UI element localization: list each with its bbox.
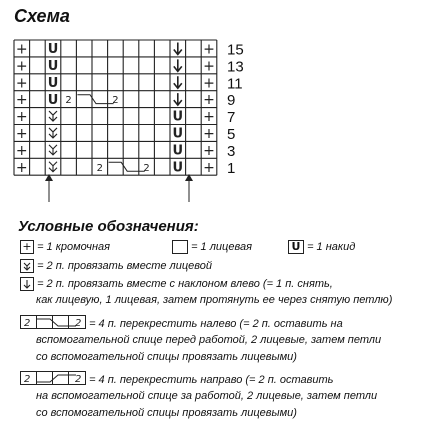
- row-number: 15: [227, 41, 244, 59]
- edge-stitch-icon: +: [15, 109, 28, 126]
- svg-text:2: 2: [24, 374, 31, 385]
- yarn-over-icon: U: [172, 160, 184, 176]
- edge-stitch-icon: +: [203, 125, 215, 142]
- k2tog-icon: [49, 145, 57, 155]
- row-number: 13: [227, 58, 244, 76]
- edge-stitch-icon: +: [203, 142, 215, 159]
- svg-text:2: 2: [24, 318, 31, 329]
- row-number: 7: [227, 109, 236, 127]
- knit-stitch-icon: [172, 240, 188, 254]
- k2tog-icon: [20, 259, 34, 273]
- yarn-over-icon: U: [172, 126, 184, 142]
- yarn-over-icon: U: [47, 42, 59, 58]
- repeat-arrows: [45, 174, 193, 202]
- legend-edge: + = 1 кромочная: [20, 240, 110, 254]
- legend-yo: U = 1 накид: [288, 240, 355, 254]
- edge-stitch-icon: +: [15, 75, 28, 92]
- edge-stitch-icon: +: [20, 240, 34, 254]
- edge-stitch-icon: +: [203, 92, 215, 109]
- legend-cable-left-cont-1: вспомогательной спице перед работой, 2 лицевые, затем петли: [36, 334, 382, 346]
- yarn-over-icon: U: [47, 59, 59, 75]
- k2tog-icon: [49, 111, 57, 121]
- cable-left-icon: [109, 162, 145, 171]
- row-number: 5: [227, 125, 236, 143]
- chart-symbols: [16, 41, 215, 175]
- yarn-over-icon: U: [288, 240, 304, 254]
- cable-count-label: 2: [65, 95, 72, 107]
- svg-text:2: 2: [75, 318, 82, 329]
- ssk-icon: [174, 93, 182, 105]
- edge-stitch-icon: +: [203, 58, 215, 75]
- row-number: 11: [227, 75, 243, 93]
- k2tog-icon: [49, 128, 57, 138]
- svg-text:2: 2: [75, 374, 82, 385]
- ssk-icon: [174, 42, 182, 54]
- ssk-icon: [174, 76, 182, 88]
- edge-stitch-icon: +: [15, 58, 28, 75]
- ssk-icon: [174, 59, 182, 71]
- yarn-over-icon: U: [172, 109, 184, 125]
- legend-cable-right-cont-1: на вспомогательной спице за работой, 2 лицевые, затем петли: [36, 390, 378, 402]
- legend-title: Условные обозначения:: [18, 218, 199, 235]
- edge-stitch-icon: +: [15, 41, 28, 58]
- edge-stitch-icon: +: [203, 109, 215, 126]
- edge-stitch-icon: +: [15, 159, 28, 176]
- yarn-over-icon: U: [47, 92, 59, 108]
- cable-count-label: 2: [112, 95, 119, 107]
- row-number: 1: [227, 159, 236, 177]
- row-numbers: [227, 41, 244, 176]
- row-number: 3: [227, 142, 236, 160]
- legend-k2tog: = 2 п. провязать вместе лицевой: [20, 259, 212, 273]
- chart-title: Схема: [14, 6, 70, 26]
- edge-stitch-icon: +: [15, 92, 28, 109]
- chart-grid: [14, 40, 217, 175]
- edge-stitch-icon: +: [15, 142, 28, 159]
- edge-stitch-icon: +: [203, 75, 215, 92]
- ssk-icon: [20, 277, 34, 291]
- cable-right-icon: [20, 371, 86, 389]
- legend-cable-left-cont-2: со вспомогательной спицы провязать лицевыми): [36, 351, 297, 363]
- k2tog-icon: [49, 162, 57, 172]
- cable-count-label: 2: [96, 162, 103, 174]
- edge-stitch-icon: +: [15, 125, 28, 142]
- legend-knit: = 1 лицевая: [172, 240, 252, 254]
- edge-stitch-icon: +: [203, 41, 215, 58]
- legend-cable-left: 2 2 = 4 п. перекрестить налево (= 2 п. оставить на: [20, 315, 343, 333]
- cable-left-icon: [77, 95, 113, 104]
- edge-stitch-icon: +: [203, 159, 215, 176]
- legend-ssk: = 2 п. провязать вместе с наклоном влево (= 1 п. снять,: [20, 277, 333, 291]
- row-number: 9: [227, 92, 236, 110]
- legend-cable-right: 2 2 = 4 п. перекрестить направо (= 2 п. оставить: [20, 371, 333, 389]
- yarn-over-icon: U: [172, 143, 184, 159]
- legend-cable-right-cont-2: со вспомогательной спицы провязать лицевыми): [36, 407, 297, 419]
- cable-left-icon: [20, 315, 86, 333]
- cable-count-label: 2: [143, 162, 150, 174]
- legend-ssk-cont: как лицевую, 1 лицевая, затем протянуть ее через снятую петлю): [36, 294, 393, 306]
- yarn-over-icon: U: [47, 75, 59, 91]
